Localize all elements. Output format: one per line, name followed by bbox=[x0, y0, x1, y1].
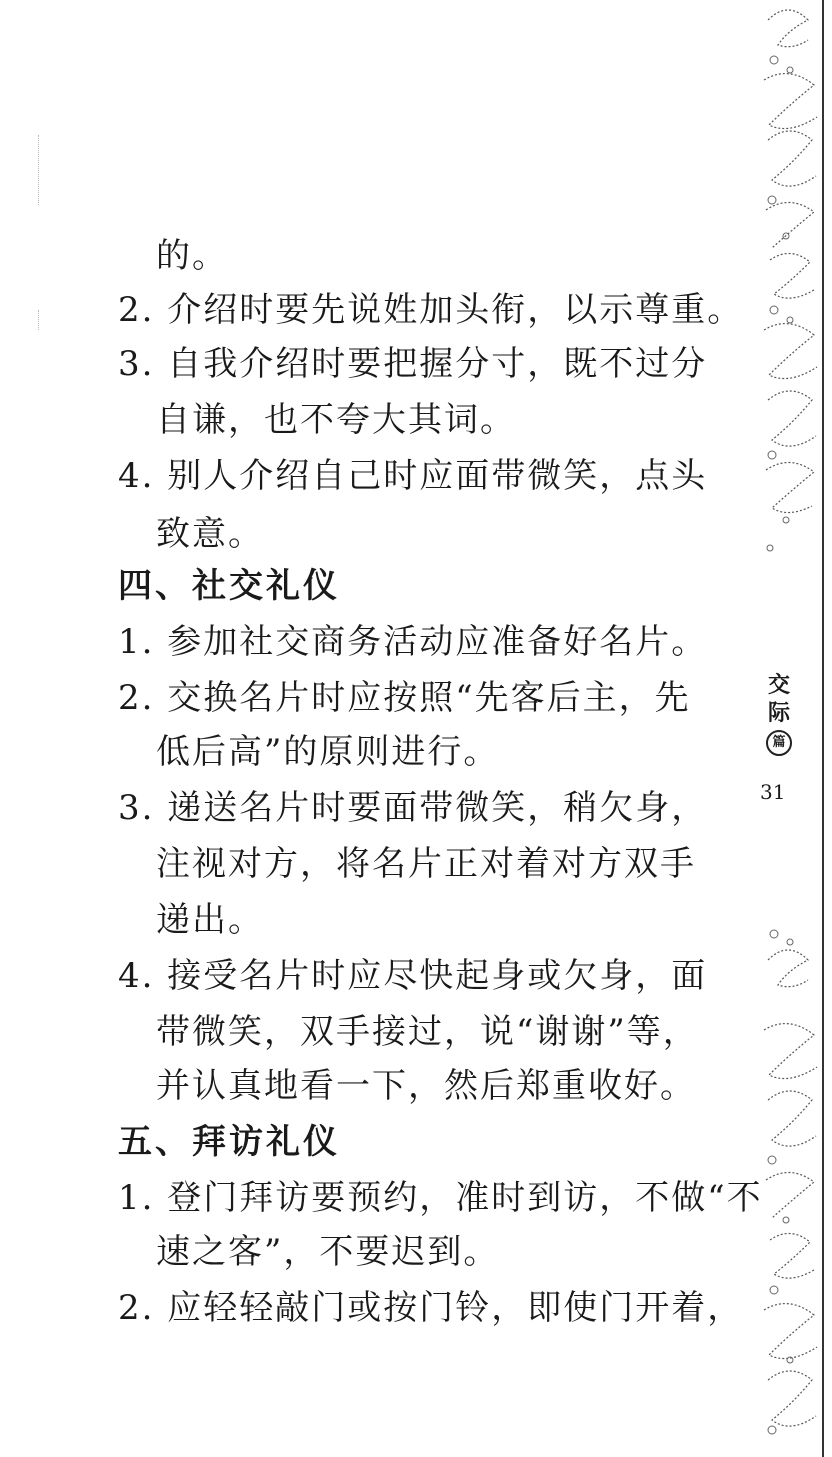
list-item: 1. 参加社交商务活动应准备好名片。 bbox=[118, 622, 708, 662]
cloud-ornament-bottom bbox=[760, 920, 822, 1457]
list-item: 2. 交换名片时应按照“先客后主，先 bbox=[118, 678, 691, 718]
chapter-badge: 篇 bbox=[766, 730, 792, 756]
cloud-ornament-top bbox=[760, 0, 822, 560]
list-item: 2. 介绍时要先说姓加头衔，以示尊重。 bbox=[118, 290, 744, 330]
text-line: 并认真地看一下，然后郑重收好。 bbox=[156, 1066, 696, 1106]
running-header-char: 交 bbox=[767, 673, 790, 698]
text-line: 的。 bbox=[156, 236, 228, 276]
running-header bbox=[762, 672, 796, 756]
text-line: 低后高”的原则进行。 bbox=[156, 732, 500, 772]
page-border bbox=[822, 0, 824, 1457]
list-item: 2. 应轻轻敲门或按门铃，即使门开着， bbox=[118, 1288, 744, 1328]
list-item: 4. 接受名片时应尽快起身或欠身，面 bbox=[118, 956, 708, 996]
scan-mark bbox=[38, 135, 40, 205]
list-item: 3. 自我介绍时要把握分寸，既不过分 bbox=[118, 344, 708, 384]
list-item: 3. 递送名片时要面带微笑，稍欠身， bbox=[118, 788, 708, 828]
section-heading: 四、社交礼仪 bbox=[118, 566, 340, 606]
page-number: 31 bbox=[760, 780, 786, 804]
text-line: 带微笑，双手接过，说“谢谢”等， bbox=[156, 1012, 699, 1052]
text-line: 致意。 bbox=[156, 514, 264, 554]
section-heading: 五、拜访礼仪 bbox=[118, 1122, 340, 1162]
running-header-char: 际 bbox=[767, 701, 790, 726]
text-line: 注视对方，将名片正对着对方双手 bbox=[156, 844, 696, 884]
scan-mark bbox=[38, 310, 40, 330]
list-item: 1. 登门拜访要预约，准时到访，不做“不 bbox=[118, 1178, 763, 1218]
text-line: 递出。 bbox=[156, 900, 264, 940]
text-line: 自谦，也不夸大其词。 bbox=[156, 400, 516, 440]
text-line: 速之客”，不要迟到。 bbox=[156, 1232, 500, 1272]
list-item: 4. 别人介绍自己时应面带微笑，点头 bbox=[118, 456, 708, 496]
